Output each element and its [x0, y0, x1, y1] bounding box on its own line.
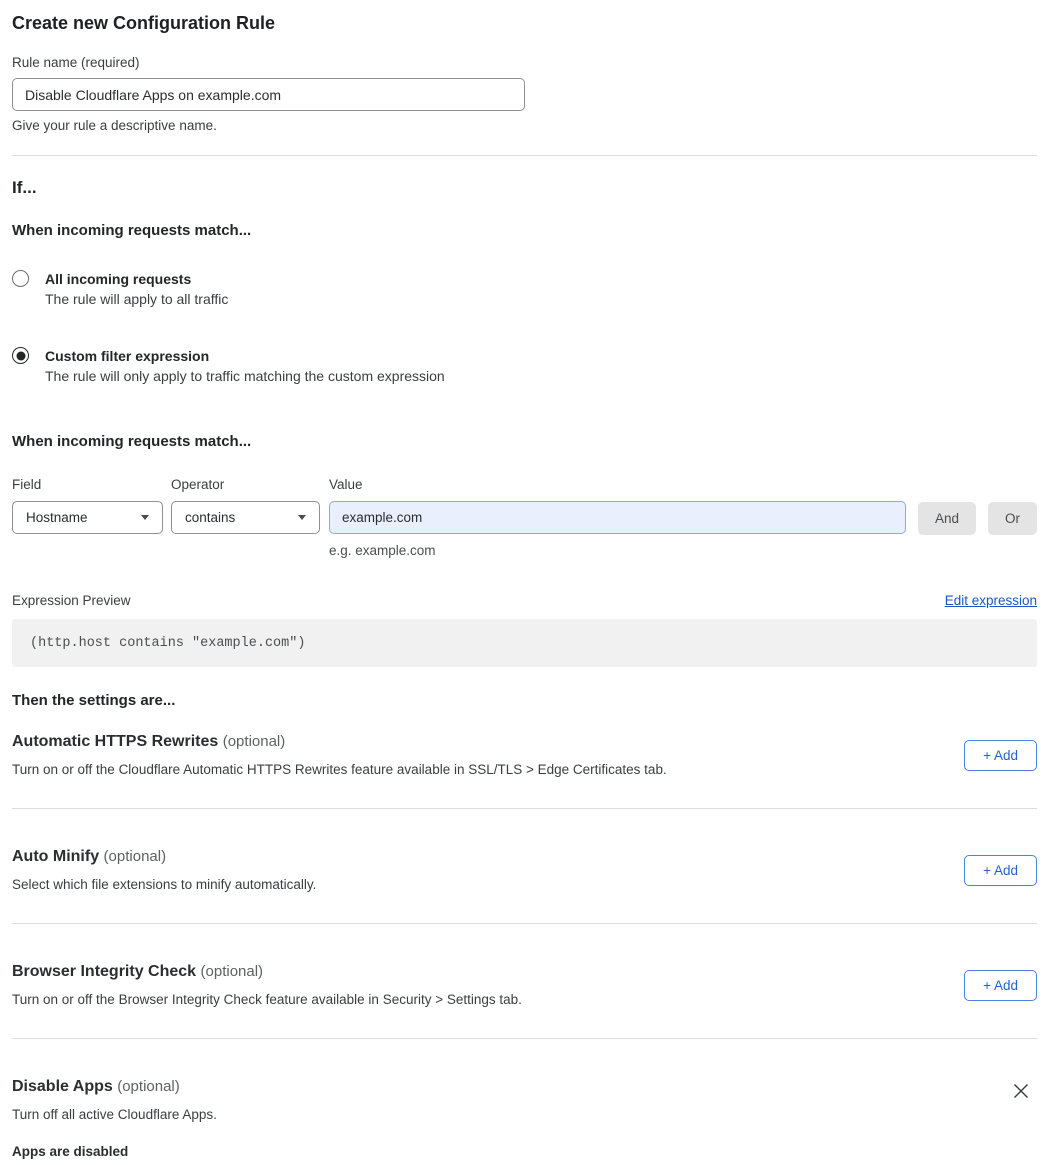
remove-disable-apps-button[interactable]	[1012, 1082, 1030, 1100]
setting-title: Auto Minify	[12, 848, 100, 865]
if-heading: If...	[12, 178, 37, 197]
setting-browser-integrity-check	[12, 924, 1037, 1039]
field-select[interactable]	[12, 501, 163, 534]
value-help: e.g. example.com	[329, 543, 436, 558]
add-auto-minify-button[interactable]: + Add	[964, 855, 1037, 886]
chevron-down-icon	[298, 515, 306, 520]
rule-name-label: Rule name (required)	[12, 55, 140, 70]
builder-heading: When incoming requests match...	[12, 433, 252, 450]
setting-description: Turn off all active Cloudflare Apps.	[12, 1107, 217, 1122]
close-icon	[1012, 1082, 1030, 1100]
setting-disable-apps	[12, 1039, 1037, 1159]
add-automatic-https-rewrites-button[interactable]: + Add	[964, 740, 1037, 771]
apps-disabled-status: Apps are disabled	[12, 1144, 129, 1159]
operator-label: Operator	[171, 477, 225, 492]
create-configuration-rule-form	[0, 13, 1064, 1159]
value-label: Value	[329, 477, 363, 492]
page-title: Create new Configuration Rule	[12, 13, 276, 33]
setting-optional-tag: (optional)	[200, 963, 264, 980]
field-label: Field	[12, 477, 42, 492]
radio-option-all-requests[interactable]	[12, 269, 1037, 310]
setting-title: Automatic HTTPS Rewrites	[12, 733, 219, 750]
setting-optional-tag: (optional)	[117, 1078, 180, 1095]
setting-description: Turn on or off the Cloudflare Automatic HTTPS Rewrites feature available in SSL/TLS > Edge Certificates tab.	[12, 762, 667, 777]
section-divider	[12, 155, 1037, 156]
and-button[interactable]: And	[918, 502, 976, 535]
value-input[interactable]	[329, 501, 906, 534]
setting-automatic-https-rewrites	[12, 709, 1037, 809]
radio-description: The rule will apply to all traffic	[45, 291, 229, 307]
expression-preview-label: Expression Preview	[12, 593, 131, 608]
setting-title: Disable Apps	[12, 1078, 113, 1095]
setting-optional-tag: (optional)	[222, 733, 286, 750]
radio-label: All incoming requests	[45, 271, 192, 287]
operator-select[interactable]	[171, 501, 320, 534]
radio-description: The rule will only apply to traffic matching the custom expression	[45, 368, 445, 384]
match-heading: When incoming requests match...	[12, 222, 252, 239]
radio-label: Custom filter expression	[45, 348, 210, 364]
setting-description: Turn on or off the Browser Integrity Check feature available in Security > Settings tab.	[12, 992, 522, 1007]
rule-name-help: Give your rule a descriptive name.	[12, 118, 217, 133]
then-heading: Then the settings are...	[12, 692, 176, 709]
setting-optional-tag: (optional)	[103, 848, 167, 865]
operator-select-value: contains	[185, 510, 236, 525]
setting-auto-minify	[12, 809, 1037, 924]
setting-description: Select which file extensions to minify automatically.	[12, 877, 317, 892]
expression-preview-code: (http.host contains "example.com")	[12, 619, 1037, 667]
or-button[interactable]: Or	[988, 502, 1037, 535]
field-select-value: Hostname	[26, 510, 88, 525]
expression-builder-row	[12, 477, 1037, 558]
add-browser-integrity-check-button[interactable]: + Add	[964, 970, 1037, 1001]
radio-option-custom-expression[interactable]	[12, 346, 1037, 387]
radio-button-icon[interactable]	[12, 347, 29, 364]
edit-expression-link[interactable]: Edit expression	[944, 593, 1037, 608]
setting-title: Browser Integrity Check	[12, 963, 197, 980]
chevron-down-icon	[141, 515, 149, 520]
rule-name-input[interactable]	[12, 78, 525, 111]
radio-button-icon[interactable]	[12, 270, 29, 287]
